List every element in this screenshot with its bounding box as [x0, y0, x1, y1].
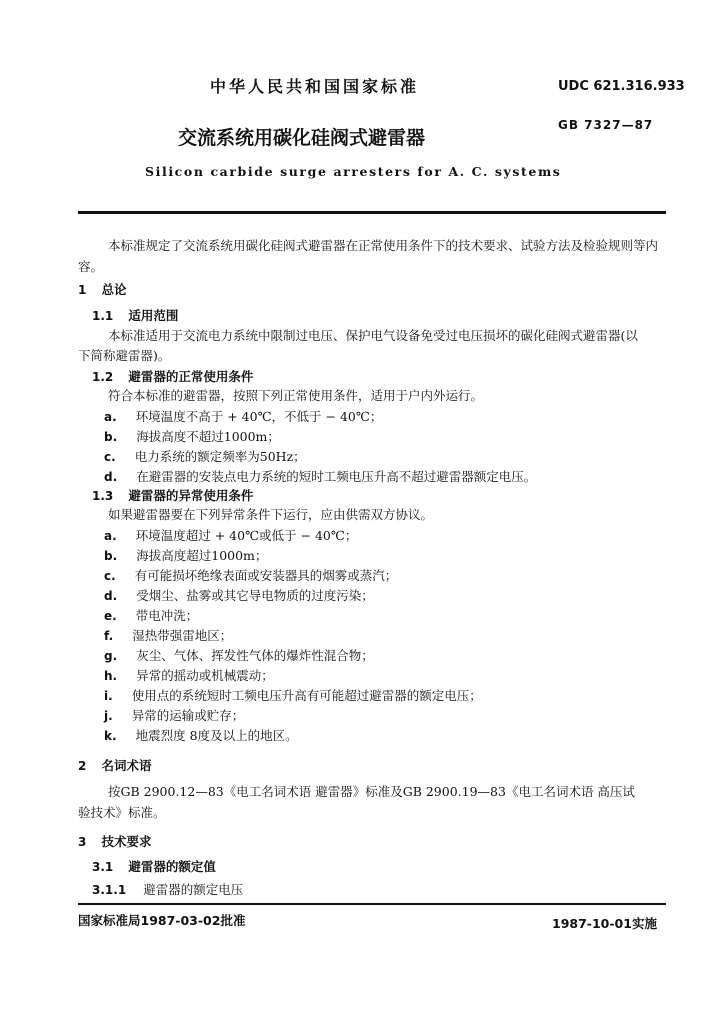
section-title: 技术要求	[101, 834, 152, 849]
approval-date: 国家标准局1987-03-02批准	[78, 913, 246, 928]
section-number: 3.1.1	[92, 883, 127, 897]
section-number: 1.2	[92, 370, 114, 384]
section-2-heading	[78, 755, 151, 774]
list-item	[104, 705, 244, 724]
item-letter: h.	[104, 669, 118, 683]
section-3-heading	[78, 831, 151, 850]
section-title: 避雷器的异常使用条件	[128, 488, 254, 503]
item-text: 异常的摇动或机械震动；	[136, 668, 274, 683]
section-1-1-line-2: 下简称避雷器)。	[78, 348, 171, 363]
section-number: 1	[78, 283, 87, 297]
section-title: 总论	[101, 282, 127, 297]
section-1-1-heading	[92, 305, 178, 324]
item-letter: f.	[104, 629, 114, 643]
section-title: 适用范围	[128, 308, 179, 323]
list-item	[104, 545, 267, 564]
item-letter: a.	[104, 529, 117, 543]
item-letter: c.	[104, 569, 116, 583]
item-text: 地震烈度 8度及以上的地区。	[135, 728, 298, 743]
section-number: 1.1	[92, 309, 114, 323]
section-1-3-lead: 如果避雷器要在下列异常条件下运行，应由供需双方协议。	[108, 507, 434, 522]
list-item	[104, 605, 198, 624]
item-text: 环境温度超过 + 40℃或低于 − 40℃；	[135, 528, 358, 543]
section-1-3-heading	[92, 485, 253, 504]
item-text: 电力系统的额定频率为50Hz；	[134, 449, 306, 464]
item-text: 受烟尘、盐雾或其它导电物质的过度污染；	[136, 588, 374, 603]
item-text: 环境温度不高于 + 40℃，不低于 − 40℃；	[135, 409, 383, 424]
list-item	[104, 466, 536, 485]
section-1-2-heading	[92, 366, 253, 385]
top-divider	[78, 211, 666, 214]
list-item	[104, 685, 482, 704]
list-item	[104, 585, 374, 604]
item-text: 使用点的系统短时工频电压升高有可能超过避雷器的额定电压；	[131, 688, 482, 703]
section-title: 避雷器的正常使用条件	[128, 369, 254, 384]
section-2-line-1: 按GB 2900.12—83《电工名词术语 避雷器》标准及GB 2900.19—83《电工名词术语 高压试	[108, 784, 635, 799]
list-item	[104, 665, 274, 684]
item-letter: b.	[104, 430, 118, 444]
item-text: 湿热带强雷地区；	[132, 628, 233, 643]
item-text: 灰尘、气体、挥发性气体的爆炸性混合物；	[136, 648, 374, 663]
item-text: 在避雷器的安装点电力系统的短时工频电压升高不超过避雷器额定电压。	[136, 469, 537, 484]
item-text: 异常的运输或贮存；	[131, 708, 245, 723]
list-item	[104, 525, 357, 544]
item-text: 海拔高度超过1000m；	[136, 548, 268, 563]
section-1-1-line-1: 本标准适用于交流电力系统中限制过电压、保护电气设备免受过电压损坏的碳化硅阀式避雷器(以	[108, 328, 638, 343]
document-title-en: Silicon carbide surge arresters for A. C. systems	[145, 164, 562, 179]
section-3-1-heading	[92, 856, 216, 875]
section-1-heading	[78, 279, 126, 298]
item-letter: b.	[104, 549, 118, 563]
item-letter: j.	[104, 709, 113, 723]
section-2-line-2: 验技术》标准。	[78, 805, 166, 820]
item-text: 有可能损坏绝缘表面或安装器具的烟雾或蒸汽；	[134, 568, 398, 583]
effective-date: 1987-10-01实施	[552, 916, 657, 931]
item-letter: a.	[104, 410, 117, 424]
list-item	[104, 725, 298, 744]
list-item	[104, 406, 382, 425]
list-item	[104, 645, 374, 664]
item-letter: i.	[104, 689, 113, 703]
section-title: 名词术语	[101, 758, 152, 773]
section-number: 2	[78, 759, 87, 773]
item-letter: c.	[104, 450, 116, 464]
section-number: 1.3	[92, 489, 114, 503]
item-letter: e.	[104, 609, 117, 623]
section-1-2-lead: 符合本标准的避雷器，按照下列正常使用条件，适用于户内外运行。	[108, 388, 484, 403]
section-number: 3	[78, 835, 87, 849]
intro-line-2: 容。	[78, 259, 104, 274]
document-title-cn: 交流系统用碳化硅阀式避雷器	[178, 127, 426, 149]
item-letter: d.	[104, 470, 118, 484]
item-text: 海拔高度不超过1000m；	[136, 429, 280, 444]
list-item	[104, 625, 232, 644]
list-item	[104, 446, 306, 465]
intro-line-1: 本标准规定了交流系统用碳化硅阀式避雷器在正常使用条件下的技术要求、试验方法及检验规则等内	[108, 238, 659, 253]
item-letter: d.	[104, 589, 118, 603]
section-3-1-1-heading	[92, 879, 243, 898]
section-title: 避雷器的额定电压	[143, 882, 244, 897]
section-number: 3.1	[92, 860, 114, 874]
list-item	[104, 565, 397, 584]
item-text: 带电冲洗；	[135, 608, 199, 623]
gb-code: GB 7327—87	[558, 118, 654, 132]
bottom-divider	[78, 903, 666, 905]
list-item	[104, 426, 280, 445]
standard-header-title: 中华人民共和国国家标准	[210, 77, 420, 96]
udc-code: UDC 621.316.933	[558, 79, 685, 94]
item-letter: g.	[104, 649, 118, 663]
item-letter: k.	[104, 729, 117, 743]
section-title: 避雷器的额定值	[128, 859, 216, 874]
